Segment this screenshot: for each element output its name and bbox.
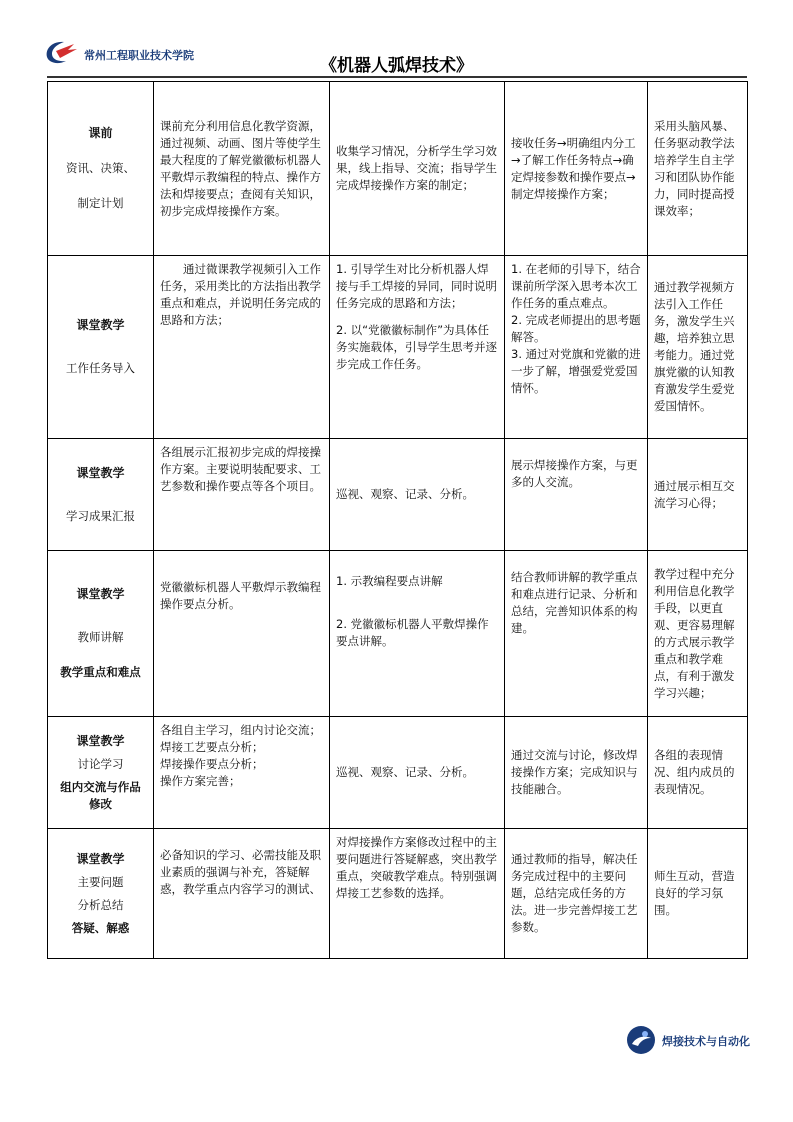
student-activity-item: 1. 在老师的引导下，结合课前所学深入思考本次工作任务的重点难点。 — [511, 262, 641, 310]
footer-program-name: 焊接技术与自动化 — [662, 1035, 750, 1048]
stage-sub-label: 教师讲解 — [77, 630, 124, 644]
stage-label: 课前 — [88, 126, 113, 140]
content-item: 操作方案完善； — [160, 774, 241, 788]
design-intent-cell: 通过展示相互交流学习心得； — [648, 439, 748, 551]
school-name: 常州工程职业技术学院 — [84, 49, 194, 62]
stage-label: 课堂教学 — [76, 851, 125, 866]
student-activity-cell: 结合教师讲解的教学重点和难点进行记录、分析和总结，完善知识体系的构建。 — [505, 551, 648, 717]
design-intent-cell: 采用头脑风暴、任务驱动教学法培养学生自主学习和团队协作能力，同时提高授课效率； — [648, 82, 748, 256]
table-row — [48, 82, 748, 256]
teaching-plan-table — [47, 81, 748, 959]
student-activity-cell: 展示焊接操作方案，与更多的人交流。 — [505, 439, 648, 551]
student-activity-cell: 通过交流与讨论，修改焊接操作方案；完成知识与技能融合。 — [505, 717, 648, 829]
stage-label: 课堂教学 — [76, 733, 125, 748]
student-activity-item: 3. 通过对党旗和党徽的进一步了解，增强爱党爱国情怀。 — [511, 347, 641, 395]
stage-cell — [48, 829, 154, 959]
content-item: 焊接工艺要点分析； — [160, 740, 264, 754]
content-cell — [154, 717, 330, 829]
stage-sub-label: 资讯、决策、 — [66, 161, 135, 175]
header-rule — [47, 76, 747, 78]
content-cell: 各组展示汇报初步完成的焊接操作方案。主要说明装配要求、工艺参数和操作要点等各个项目。 — [154, 439, 330, 551]
stage-focus-label: 教学重点和难点 — [60, 665, 141, 679]
stage-cell — [48, 551, 154, 717]
design-intent-cell: 各组的表现情况、组内成员的表现情况。 — [648, 717, 748, 829]
teacher-activity-cell: 巡视、观察、记录、分析。 — [330, 717, 505, 829]
table-row — [48, 717, 748, 829]
design-intent-cell: 师生互动，营造良好的学习氛围。 — [648, 829, 748, 959]
stage-focus-label: 组内交流与作品修改 — [60, 779, 141, 811]
program-logo-icon — [626, 1025, 656, 1055]
teacher-activity-cell — [330, 256, 505, 439]
design-intent-cell: 教学过程中充分利用信息化教学手段，以更直观、更容易理解的方式展示教学重点和教学难点，有利于激发学习兴趣； — [648, 551, 748, 717]
student-activity-cell: 接收任务→明确组内分工→了解工作任务特点→确定焊接参数和操作要点→制定焊接操作方案； — [505, 82, 648, 256]
table-row — [48, 439, 748, 551]
stage-cell — [48, 82, 154, 256]
teacher-activity-cell: 巡视、观察、记录、分析。 — [330, 439, 505, 551]
stage-label: 课堂教学 — [76, 465, 125, 480]
content-item: 各组自主学习，组内讨论交流； — [160, 723, 321, 737]
teacher-activity-item: 1. 示教编程要点讲解 — [336, 574, 443, 588]
teacher-activity-item: 2. 党徽徽标机器人平敷焊操作要点讲解。 — [336, 617, 489, 648]
stage-cell — [48, 439, 154, 551]
stage-focus-label: 答疑、解惑 — [71, 920, 130, 935]
table-row — [48, 551, 748, 717]
teacher-activity-cell: 对焊接操作方案修改过程中的主要问题进行答疑解惑，突出教学重点，突破教学难点。特别强调焊接工艺参数的选择。 — [330, 829, 505, 959]
stage-sub-label: 制定计划 — [77, 196, 124, 210]
stage-cell — [48, 256, 154, 439]
student-activity-cell: 通过教师的指导，解决任务完成过程中的主要问题，总结完成任务的方法。进一步完善焊接工艺参数。 — [505, 829, 648, 959]
teacher-activity-item: 1. 引导学生对比分析机器人焊接与手工焊接的异同，同时说明任务完成的思路和方法； — [336, 262, 497, 310]
teacher-activity-item: 2. 以“党徽徽标制作”为具体任务实施载体，引导学生思考并逐步完成工作任务。 — [336, 323, 497, 371]
stage-label: 课堂教学 — [76, 587, 125, 601]
student-activity-cell — [505, 256, 648, 439]
design-intent-cell: 通过教学视频方法引入工作任务，激发学生兴趣，培养独立思考能力。通过党旗党徽的认知教育激发学生爱党爱国情怀。 — [648, 256, 748, 439]
stage-sub-label: 主要问题 — [77, 874, 124, 889]
teacher-activity-cell — [330, 551, 505, 717]
table-row — [48, 829, 748, 959]
stage-sub-label: 学习成果汇报 — [66, 508, 135, 523]
document-title: 《机器人弧焊技术》 — [320, 56, 473, 76]
table-row — [48, 256, 748, 439]
stage-sub-label: 讨论学习 — [77, 756, 124, 771]
stage-sub-label: 工作任务导入 — [66, 361, 135, 375]
content-cell: 党徽徽标机器人平敷焊示教编程操作要点分析。 — [154, 551, 330, 717]
stage-sub-label: 分析总结 — [77, 897, 124, 912]
stage-label: 课堂教学 — [76, 318, 125, 332]
stage-cell — [48, 717, 154, 829]
student-activity-item: 2. 完成老师提出的思考题解答。 — [511, 313, 641, 344]
teacher-activity-cell: 收集学习情况，分析学生学习效果，线上指导、交流；指导学生完成焊接操作方案的制定； — [330, 82, 505, 256]
content-cell: 课前充分利用信息化教学资源，通过视频、动画、图片等使学生最大程度的了解党徽徽标机器人平敷焊示教编程的特点、操作方法和焊接要点；查阅有关知识，初步完成焊接操作方案。 — [154, 82, 330, 256]
content-cell: 通过微课教学视频引入工作任务，采用类比的方法指出教学重点和难点，并说明任务完成的思路和方法； — [154, 256, 330, 439]
content-item: 焊接操作要点分析； — [160, 757, 264, 771]
content-cell: 必备知识的学习、必需技能及职业素质的强调与补充，答疑解惑，教学重点内容学习的测试、 — [154, 829, 330, 959]
